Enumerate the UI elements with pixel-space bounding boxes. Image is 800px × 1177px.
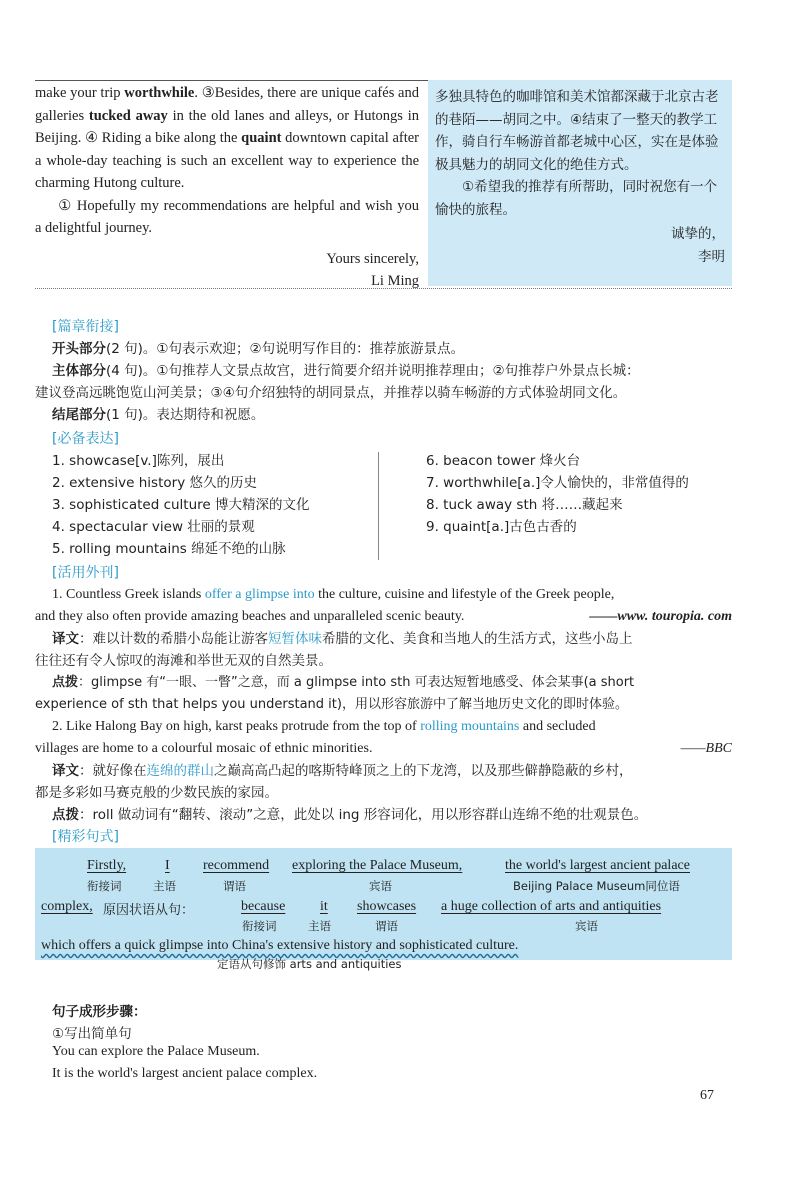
opening-text: 。①句表示欢迎；②句说明写作目的：推荐旅游景点。 bbox=[142, 341, 465, 357]
label-appositive: Beijing Palace Museum同位语 bbox=[513, 879, 680, 893]
example-2-tip bbox=[52, 804, 752, 826]
expression-item: 5. rolling mountains 绵延不绝的山脉 bbox=[52, 541, 286, 557]
expressions-divider bbox=[378, 452, 379, 560]
sentence-analysis-box bbox=[35, 848, 732, 971]
dotted-divider bbox=[35, 288, 732, 289]
structure-body bbox=[52, 360, 742, 382]
letter-text-segment: make your trip bbox=[35, 85, 125, 101]
translation-highlight: 短暂体味 bbox=[268, 631, 322, 647]
example-1-tip bbox=[52, 672, 752, 694]
letter-en-paragraph-2: ① Hopefully my recommendations are helpful and wish you a delightful journey. bbox=[35, 197, 419, 236]
expression-item: 1. showcase[v.]陈列，展出 bbox=[52, 453, 225, 469]
word-it: it bbox=[320, 899, 328, 914]
example-1-highlight: offer a glimpse into bbox=[204, 587, 315, 602]
tip-label: 点拨 bbox=[52, 675, 79, 690]
example-1-line-1 bbox=[52, 584, 742, 606]
attributive-clause: which offers a quick glimpse into China's extensive history and sophisticated culture. bbox=[41, 938, 519, 953]
letter-zh-paragraph-2: ①希望我的推荐有所帮助，同时祝您有一个愉快的旅程。 bbox=[435, 179, 718, 218]
translation-highlight: 连绵的群山 bbox=[146, 763, 214, 779]
word-firstly: Firstly, bbox=[87, 858, 127, 873]
label-object-2: 宾语 bbox=[575, 919, 598, 933]
example-2-text-cont: and secluded bbox=[519, 719, 596, 734]
tip-text: ：roll 做动词有“翻转、滚动”之意，此处以 ing 形容词化，用以形容群山连绵不绝的壮观景色。 bbox=[79, 807, 648, 823]
example-2-line-2: villages are home to a colourful mosaic of ethnic minorities. bbox=[35, 741, 373, 756]
label-cause-clause: 原因状语从句： bbox=[103, 903, 195, 918]
expression-item: 8. tuck away sth 将……藏起来 bbox=[426, 497, 623, 513]
example-2-text: 2. Like Halong Bay on high, karst peaks protrude from the top of bbox=[52, 719, 421, 734]
example-1-line-2: and they also often provide amazing beaches and unparalleled scenic beauty. bbox=[35, 609, 465, 624]
expressions-left-list bbox=[52, 450, 372, 560]
body-label: 主体部分 bbox=[52, 363, 106, 379]
letter-english bbox=[35, 82, 419, 293]
letter-chinese-panel bbox=[428, 80, 732, 286]
word-complex: complex, bbox=[41, 899, 93, 914]
expression-item: 2. extensive history 悠久的历史 bbox=[52, 475, 257, 491]
structure-heading: [篇章衔接] bbox=[52, 319, 119, 335]
translation-text: ：难以计数的希腊小岛能让游客 bbox=[79, 631, 268, 647]
key-word: tucked away bbox=[88, 107, 168, 124]
label-subject-2: 主语 bbox=[308, 919, 331, 933]
tip-label: 点拨 bbox=[52, 807, 79, 823]
structure-opening bbox=[52, 338, 742, 360]
ending-text: 。表达期待和祝愿。 bbox=[142, 407, 265, 423]
example-2-highlight: rolling mountains bbox=[420, 719, 520, 734]
phrase-collection: a huge collection of arts and antiquities bbox=[441, 899, 662, 914]
word-because: because bbox=[241, 899, 286, 914]
expression-item: 4. spectacular view 壮丽的景观 bbox=[52, 519, 255, 535]
label-object-1: 宾语 bbox=[369, 879, 392, 893]
phrase-worlds-largest: the world's largest ancient palace bbox=[505, 858, 690, 873]
example-2-source: ——BBC bbox=[680, 741, 732, 756]
label-conjunction-1: 衔接词 bbox=[87, 879, 122, 893]
expressions-right-list bbox=[426, 450, 746, 538]
letter-en-signature: Li Ming bbox=[371, 273, 419, 289]
translation-label: 译文 bbox=[52, 631, 79, 647]
opening-count: (2 句) bbox=[106, 341, 143, 357]
example-2-line-1 bbox=[52, 716, 742, 738]
simple-sentence-2: It is the world's largest ancient palace complex. bbox=[52, 1066, 318, 1081]
letter-en-closing: Yours sincerely, bbox=[326, 250, 419, 267]
body-count: (4 句) bbox=[106, 363, 143, 379]
body-text-1: 。①句推荐人文景点故宫，进行简要介绍并说明推荐理由；②句推荐户外景点长城： bbox=[142, 363, 640, 379]
ending-label: 结尾部分 bbox=[52, 407, 106, 423]
page-number: 67 bbox=[700, 1088, 714, 1103]
ending-count: (1 句) bbox=[106, 407, 143, 423]
letter-en-paragraph-1 bbox=[35, 82, 419, 195]
example-1-source: ——www. touropia. com bbox=[589, 609, 732, 624]
letter-text-segment: downtown capital after a whole-day teaching is such an excellent way to experience the charming Hutong culture. bbox=[35, 130, 420, 191]
word-i: I bbox=[165, 858, 170, 873]
word-showcases: showcases bbox=[357, 899, 417, 914]
simple-sentence-1: You can explore the Palace Museum. bbox=[52, 1044, 260, 1059]
word-recommend: recommend bbox=[203, 858, 270, 873]
letter-zh-signature: 李明 bbox=[698, 248, 725, 265]
label-conjunction-2: 衔接词 bbox=[242, 919, 277, 933]
step-1-title: ①写出简单句 bbox=[52, 1026, 132, 1042]
label-subject-1: 主语 bbox=[153, 879, 176, 893]
examples-heading: [活用外刊] bbox=[52, 565, 119, 581]
example-1-text: 1. Countless Greek islands bbox=[52, 587, 205, 602]
expression-item: 9. quaint[a.]古色古香的 bbox=[426, 519, 577, 535]
letter-text-segment: . ③Besides, there are unique cafés and galleries bbox=[35, 85, 419, 124]
example-1-translation bbox=[52, 628, 742, 650]
example-2-translation-line-2: 都是多彩如马赛克般的少数民族的家园。 bbox=[35, 785, 278, 801]
example-1-translation-line-2: 往往还有令人惊叹的海滩和举世无双的自然美景。 bbox=[35, 653, 332, 669]
expression-item: 6. beacon tower 烽火台 bbox=[426, 453, 581, 469]
translation-label: 译文 bbox=[52, 763, 79, 779]
structure-body-cont: 建议登高远眺饱览山河美景；③④句介绍独特的胡同景点，并推荐以骑车畅游的方式体验胡同文化。 bbox=[35, 385, 627, 401]
example-2-translation bbox=[52, 760, 752, 782]
translation-text-cont: 之巅高高凸起的喀斯特峰顶之上的下龙湾，以及那些僻静隐蔽的乡村， bbox=[214, 763, 633, 779]
steps-heading: 句子成形步骤： bbox=[52, 1004, 147, 1020]
expression-item: 7. worthwhile[a.]令人愉快的，非常值得的 bbox=[426, 475, 689, 491]
example-1-text-cont: the culture, cuisine and lifestyle of the Greek people, bbox=[314, 587, 615, 602]
expression-item: 3. sophisticated culture 博大精深的文化 bbox=[52, 497, 310, 513]
key-word: worthwhile bbox=[124, 85, 195, 101]
key-word: quaint bbox=[241, 130, 282, 146]
letter-zh-paragraph-1: 多独具特色的咖啡馆和美术馆都深藏于北京古老的巷陌——胡同之中。④结束了一整天的教学工作，骑自行车畅游首都老城中心区，实在是体验极具魅力的胡同文化的绝佳方式。 bbox=[435, 89, 719, 173]
translation-text-cont: 希腊的文化、美食和当地人的生活方式，这些小岛上 bbox=[322, 631, 633, 647]
label-predicate-2: 谓语 bbox=[375, 919, 398, 933]
example-1-tip-line-2: experience of sth that helps you understand it)，用以形容旅游中了解当地历史文化的即时体验。 bbox=[35, 697, 628, 712]
letter-text-segment: in the old lanes and alleys, or Hutongs in Beijing. ④ Riding a bike along the bbox=[35, 107, 420, 146]
tip-text: ：glimpse 有“一眼、一瞥”之意，而 a glimpse into sth 可表达短暂地感受、体会某事(a short bbox=[78, 675, 635, 690]
label-attributive: 定语从句修饰 arts and antiquities bbox=[217, 957, 402, 971]
structure-ending bbox=[52, 404, 742, 426]
letter-zh-closing: 诚挚的， bbox=[671, 226, 725, 242]
sentence-heading: [精彩句式] bbox=[52, 829, 119, 845]
opening-label: 开头部分 bbox=[52, 341, 106, 357]
label-predicate-1: 谓语 bbox=[223, 879, 246, 893]
expressions-heading: [必备表达] bbox=[52, 431, 119, 447]
phrase-exploring: exploring the Palace Museum, bbox=[292, 858, 463, 873]
translation-text: ：就好像在 bbox=[79, 763, 147, 779]
